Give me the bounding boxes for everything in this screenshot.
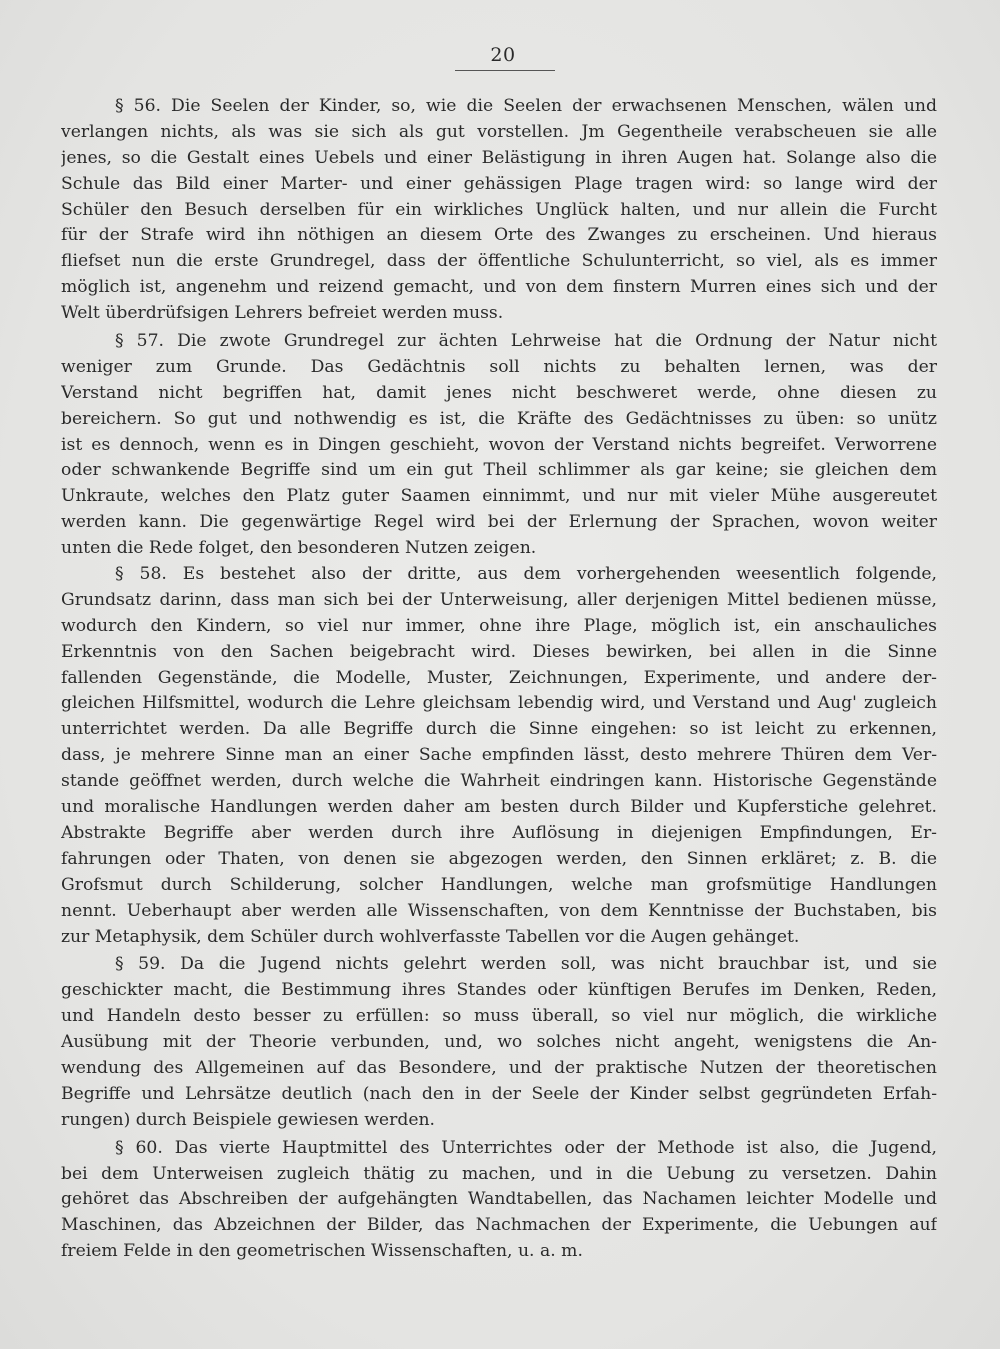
text-line: oder schwankende Begriffe sind um ein gut Theil schlimmer als gar keine; sie gleichen dem: [61, 460, 937, 481]
text-line: gehöret das Abschreiben der aufgehängten Wandtabellen, das Nachamen leichter Modelle und: [61, 1189, 937, 1210]
text-line: Maschinen, das Abzeichnen der Bilder, das Nachmachen der Experimente, die Uebungen auf: [61, 1215, 937, 1236]
body-text: [61, 94, 937, 1265]
text-line: § 59. Da die Jugend nichts gelehrt werden soll, was nicht brauchbar ist, und sie: [115, 954, 937, 975]
text-line: Schule das Bild einer Marter- und einer gehässigen Plage tragen wird: so lange wird der: [61, 173, 937, 194]
text-line: fallenden Gegenstände, die Modelle, Muster, Zeichnungen, Experimente, und andere der-: [61, 667, 937, 688]
text-line: Verstand nicht begriffen hat, damit jenes nicht beschweret werde, ohne diesen zu: [61, 382, 937, 403]
text-line: jenes, so die Gestalt eines Uebels und einer Belästigung in ihren Augen hat. Solange also die: [61, 147, 937, 168]
text-line: geschickter macht, die Bestimmung ihres Standes oder künftigen Berufes im Denken, Reden,: [61, 980, 937, 1001]
text-line: und Handeln desto besser zu erfüllen: so muss überall, so viel nur möglich, die wirkliche: [61, 1006, 937, 1027]
text-line: Grundsatz darinn, dass man sich bei der Unterweisung, aller derjenigen Mittel bedienen müsse,: [61, 589, 937, 610]
text-line: zur Metaphysik, dem Schüler durch wohlverfasste Tabellen vor die Augen gehänget.: [61, 926, 800, 947]
text-line: werden kann. Die gegenwärtige Regel wird bei der Erlernung der Sprachen, wovon weiter: [61, 512, 937, 533]
text-line: Grofsmut durch Schilderung, solcher Handlungen, welche man grofsmütige Handlungen: [61, 874, 937, 895]
text-line: Welt überdrüfsigen Lehrers befreiet werden muss.: [61, 303, 504, 324]
text-line: für der Strafe wird ihn nöthigen an diesem Orte des Zwanges zu erscheinen. Und hieraus: [61, 225, 937, 246]
text-line: und moralische Handlungen werden daher am besten durch Bilder und Kupferstiche gelehret.: [61, 797, 937, 818]
text-line: freiem Felde in den geometrischen Wissenschaften, u. a. m.: [61, 1241, 583, 1262]
text-line: bereichern. So gut und nothwendig es ist, die Kräfte des Gedächtnisses zu üben: so unütz: [61, 408, 937, 429]
text-line: wendung des Allgemeinen auf das Besondere, und der praktische Nutzen der theoretischen: [61, 1057, 937, 1078]
page-number-rule: [455, 70, 555, 71]
text-line: dass, je mehrere Sinne man an einer Sache empfinden lässt, desto mehrere Thüren dem Ver-: [61, 745, 937, 766]
text-line: § 56. Die Seelen der Kinder, so, wie die Seelen der erwachsenen Menschen, wälen und: [115, 96, 937, 116]
text-line: Begriffe und Lehrsätze deutlich (nach den in der Seele der Kinder selbst gegründeten Erfah-: [61, 1083, 937, 1104]
text-line: nennt. Ueberhaupt aber werden alle Wissenschaften, von dem Kenntnisse der Buchstaben, bis: [61, 900, 937, 921]
text-line: Erkenntnis von den Sachen beigebracht wird. Dieses bewirken, bei allen in die Sinne: [61, 641, 937, 662]
text-line: § 60. Das vierte Hauptmittel des Unterrichtes oder der Methode ist also, die Jugend,: [115, 1137, 937, 1158]
text-line: verlangen nichts, als was sie sich als gut vorstellen. Jm Gegentheile verabscheuen sie alle: [61, 121, 937, 142]
text-line: möglich ist, angenehm und reizend gemacht, und von dem finstern Murren eines sich und der: [61, 277, 937, 298]
text-line: unten die Rede folget, den besonderen Nutzen zeigen.: [61, 538, 537, 559]
text-line: stande geöffnet werden, durch welche die Wahrheit eindringen kann. Historische Gegenstände: [61, 771, 937, 792]
text-line: rungen) durch Beispiele gewiesen werden.: [61, 1109, 436, 1130]
text-line: fliefset nun die erste Grundregel, dass der öffentliche Schulunterricht, so viel, als es immer: [61, 251, 937, 272]
text-line: Ausübung mit der Theorie verbunden, und, wo solches nicht angeht, wenigstens die An-: [61, 1032, 937, 1053]
text-line: wodurch den Kindern, so viel nur immer, ohne ihre Plage, möglich ist, ein anschauliches: [61, 615, 937, 636]
text-line: gleichen Hilfsmittel, wodurch die Lehre gleichsam lebendig wird, und Verstand und Aug' zugleich: [61, 693, 937, 714]
text-line: fahrungen oder Thaten, von denen sie abgezogen werden, den Sinnen erkläret; z. B. die: [61, 848, 937, 869]
text-line: Abstrakte Begriffe aber werden durch ihre Auflösung in diejenigen Empfindungen, Er-: [61, 822, 937, 843]
text-line: weniger zum Grunde. Das Gedächtnis soll nichts zu behalten lernen, was der: [61, 356, 937, 377]
text-line: Unkraute, welches den Platz guter Saamen einnimmt, und nur mit vieler Mühe ausgereutet: [61, 486, 937, 507]
text-line: § 58. Es bestehet also der dritte, aus dem vorhergehenden weesentlich folgende,: [115, 564, 937, 585]
text-line: unterrichtet werden. Da alle Begriffe durch die Sinne eingehen: so ist leicht zu erkennen,: [61, 719, 937, 740]
text-line: Schüler den Besuch derselben für ein wirkliches Unglück halten, und nur allein die Furcht: [61, 199, 937, 220]
text-line: § 57. Die zwote Grundregel zur ächten Lehrweise hat die Ordnung der Natur nicht: [115, 331, 937, 352]
text-line: bei dem Unterweisen zugleich thätig zu machen, und in die Uebung zu versetzen. Dahin: [61, 1163, 937, 1184]
text-line: ist es dennoch, wenn es in Dingen geschieht, wovon der Verstand nichts begreifet. Verworrene: [61, 434, 937, 455]
page-number: 20: [490, 44, 516, 66]
